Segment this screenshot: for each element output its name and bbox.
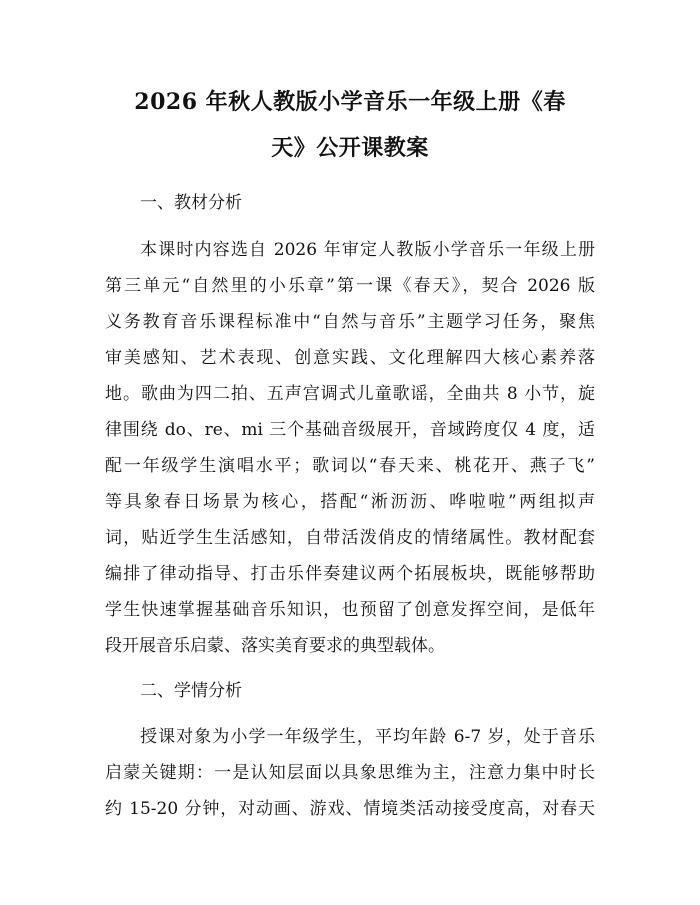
paragraph-line: 授课对象为小学一年级学生，平均年龄 6-7 岁，处于音乐 — [140, 727, 595, 747]
paragraph-line: 第三单元“自然里的小乐章”第一课《春天》，契合 2026 版 — [105, 276, 595, 296]
paragraph-line: 编排了律动指导、打击乐伴奏建议两个拓展板块，既能够帮助 — [105, 564, 595, 584]
paragraph-line: 配一年级学生演唱水平；歌词以“春天来、桃花开、燕子飞” — [105, 456, 595, 476]
paragraph-line: 等具象春日场景为核心，搭配“淅沥沥、哗啦啦”两组拟声 — [105, 492, 595, 512]
paragraph-line: 本课时内容选自 2026 年审定人教版小学音乐一年级上册 — [140, 240, 595, 260]
paragraph-line: 审美感知、艺术表现、创意实践、文化理解四大核心素养落 — [105, 348, 595, 368]
document-title-line-1: 2026 年秋人教版小学音乐一年级上册《春 — [134, 89, 566, 115]
paragraph-line: 律围绕 do、re、mi 三个基础音级展开，音域跨度仅 4 度，适 — [105, 420, 595, 440]
paragraph-line: 约 15-20 分钟，对动画、游戏、情境类活动接受度高，对春天 — [105, 799, 595, 819]
paragraph-line: 地。歌曲为四二拍、五声宫调式儿童歌谣，全曲共 8 小节，旋 — [105, 384, 595, 404]
paragraph-line: 学生快速掌握基础音乐知识，也预留了创意发挥空间，是低年 — [105, 600, 595, 620]
section-heading-learner-analysis: 二、学情分析 — [140, 681, 242, 701]
section-heading-textbook-analysis: 一、教材分析 — [140, 193, 242, 213]
paragraph-line: 义务教育音乐课程标准中“自然与音乐”主题学习任务，聚焦 — [105, 312, 595, 332]
document-title-line-2: 天》公开课教案 — [271, 135, 429, 161]
paragraph-line: 启蒙关键期：一是认知层面以具象思维为主，注意力集中时长 — [105, 763, 595, 783]
paragraph-line: 词，贴近学生生活感知，自带活泼俏皮的情绪属性。教材配套 — [105, 528, 595, 548]
paragraph-line: 段开展音乐启蒙、落实美育要求的典型载体。 — [105, 636, 445, 656]
